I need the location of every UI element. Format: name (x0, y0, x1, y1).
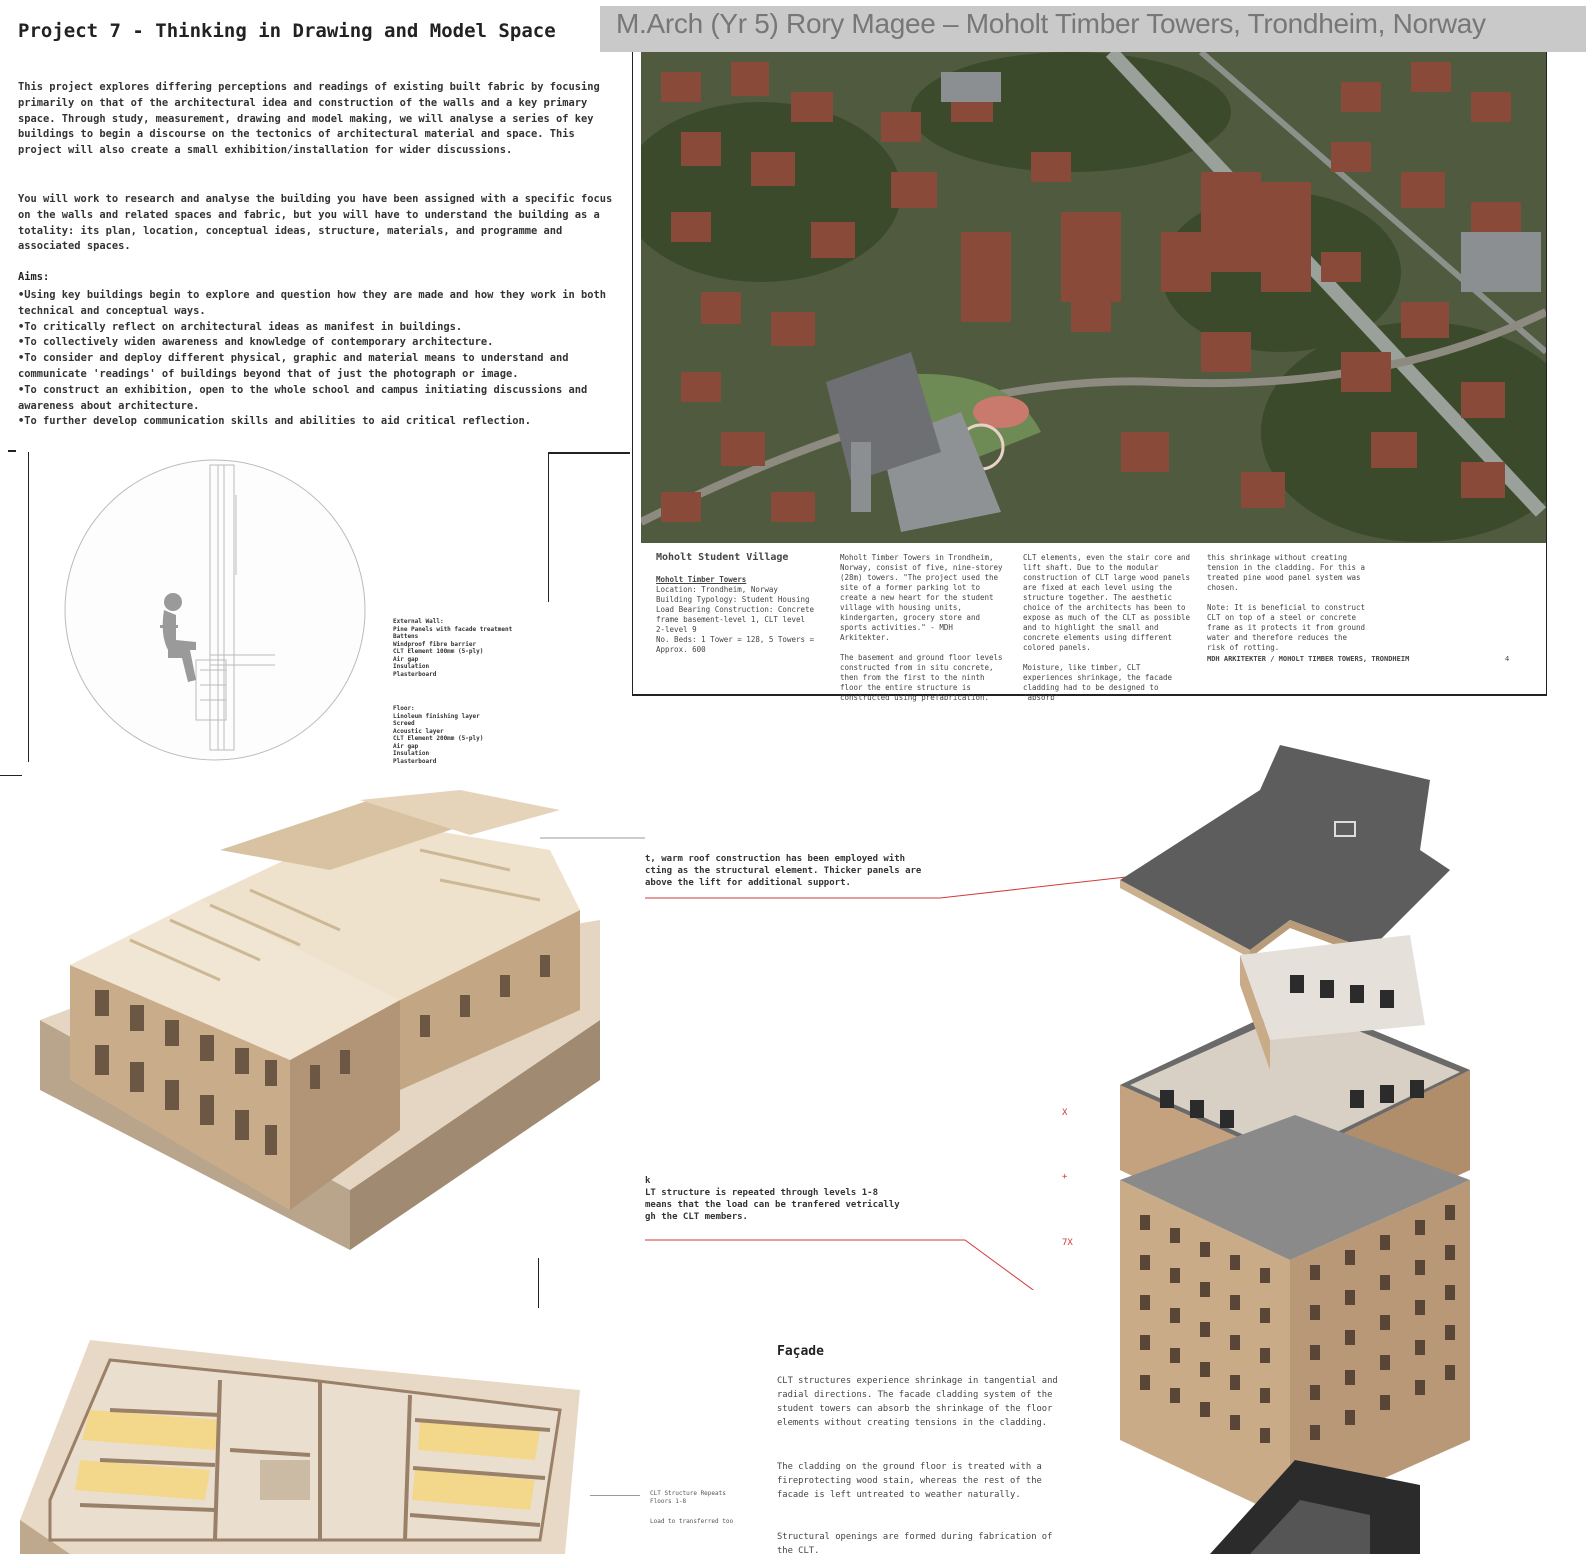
plan-leader-line (590, 1495, 640, 1496)
wall-section-drawing (60, 455, 370, 765)
plan-note: CLT Structure Repeats Floors 1-8 (650, 1490, 726, 1505)
crop-mark (8, 450, 16, 452)
info-column: Moholt Timber Towers in Trondheim, Norway, consist of five, nine-storey (28m) towers. "The project used the site of a former parking lot to create a new heart for the student village with housing units, kindergarten, grocery store and sports activities." - MDH Arkitekter. The basement and ground floor levels constructed from in situ concrete, then from the first to the ninth floor the entire structure is constructed using prefabrication. (840, 553, 1003, 702)
timber-model-photo (40, 790, 620, 1260)
aim-item: • To consider and deploy different physical, graphic and material means to understand and communicate 'readings' of buildings beyond that of just the photograph or image. (18, 351, 622, 383)
aims-list (18, 288, 622, 430)
crop-mark (548, 452, 630, 454)
roof-annotation: t, warm roof construction has been employed with cting as the structural element. Thicker panels are above the lift for additional support. (645, 854, 922, 888)
external-wall-legend: External Wall: Pine Panels with facade treatment Battens Windproof fibre barrier CLT Element 100mm (5-ply) Air gap Insulation Plasterboard (393, 618, 513, 678)
info-footer: MDH ARKITEKTER / MOHOLT TIMBER TOWERS, TRONDHEIM (1207, 655, 1410, 663)
exploded-axonometric (1120, 740, 1492, 1554)
floor-legend: Floor: Linoleum finishing layer Screed Acoustic layer CLT Element 200mm (5-ply) Air gap Insulation Plasterboard (393, 705, 484, 765)
towers-title: Moholt Timber Towers (656, 575, 747, 584)
village-title: Moholt Student Village (656, 552, 789, 563)
annotation-marker: 7X (1062, 1238, 1073, 1248)
info-column: Moholt Student Village Moholt Timber Towers Location: Trondheim, Norway Building Typology: Student Housing Load Bearing Construction: Concrete frame basement-level 1, CLT level 2-level 9 No. Beds: 1 Tower = 128, 5 Towers = Approx. 600 (656, 552, 815, 654)
facade-paragraph: The cladding on the ground floor is treated with a fireprotecting wood stain, whereas the rest of the facade is left untreated to weather naturally. (777, 1462, 1042, 1500)
project-title: Project 7 - Thinking in Drawing and Model Space (18, 20, 556, 42)
crop-mark (548, 452, 549, 602)
annotation-marker: X (1062, 1108, 1068, 1118)
aerial-photo (641, 52, 1546, 543)
aim-item: • To further develop communication skills and abilities to aid critical reflection. (18, 414, 622, 430)
aims-heading: Aims: (18, 271, 50, 283)
aim-item: • To collectively widen awareness and knowledge of contemporary architecture. (18, 335, 622, 351)
info-column: CLT elements, even the stair core and lift shaft. Due to the modular construction of CLT large wood panels are fixed at each level using the structure together. The aesthetic choice of the architects has been to expose as much of the CLT as possible and to highlight the small and concrete elements using different colored panels. Moisture, like timber, CLT experiences shrinkage, the facade cladding had to be designed to 'absorb' (1023, 553, 1191, 702)
header-title: M.Arch (Yr 5) Rory Magee – Moholt Timber Towers, Trondheim, Norway (616, 8, 1486, 39)
panel-border-right (1546, 52, 1547, 695)
crop-mark (28, 452, 29, 762)
facade-paragraph: CLT structures experience shrinkage in tangential and radial directions. The facade cladding system of the student towers can absorb the shrinkage of the floor elements without creating tensions in the cladding. (777, 1376, 1058, 1428)
brief-paragraph: This project explores differing perceptions and readings of existing built fabric by focusing primarily on that of the architectural idea and construction of the walls and a key primary space. Through study, measurement, drawing and model making, we will analyse a series of key buildings to begin a discourse on the tectonics of architectural material and space. This project will also create a small exhibition/installation for wider discussions. (18, 81, 600, 157)
crop-mark (538, 1258, 539, 1308)
facade-paragraph: Structural openings are formed during fabrication of the CLT. (777, 1532, 1053, 1556)
annotation-marker: + (1062, 1172, 1068, 1182)
plan-model-photo (20, 1320, 590, 1554)
facade-title: Façade (777, 1344, 824, 1359)
aim-item: • To critically reflect on architectural ideas as manifest in buildings. (18, 320, 622, 336)
clt-annotation: k LT structure is repeated through levels 1-8 means that the load can be tranfered vetrically gh the CLT members. (645, 1176, 900, 1222)
crop-mark (0, 775, 22, 776)
plan-note: Load to transferred too (650, 1518, 734, 1525)
page-number: 4 (1505, 655, 1510, 663)
aim-item: • Using key buildings begin to explore and question how they are made and how they work in both technical and conceptual ways. (18, 288, 622, 320)
aim-item: • To construct an exhibition, open to the whole school and campus initiating discussions and awareness about architecture. (18, 383, 622, 415)
brief-paragraph: You will work to research and analyse the building you have been assigned with a specific focus on the walls and related spaces and fabric, but you will have to understand the building as a totality: its plan, location, conceptual ideas, structure, materials, and programme and associated spaces. (18, 193, 613, 253)
panel-border-left (632, 52, 633, 695)
info-column: this shrinkage without creating tension in the cladding. For this a treated pine wood panel system was chosen. Note: It is beneficial to construct CLT on top of a steel or concrete frame as it protects it from ground water and therefore reduces the risk of rotting. (1207, 553, 1366, 652)
